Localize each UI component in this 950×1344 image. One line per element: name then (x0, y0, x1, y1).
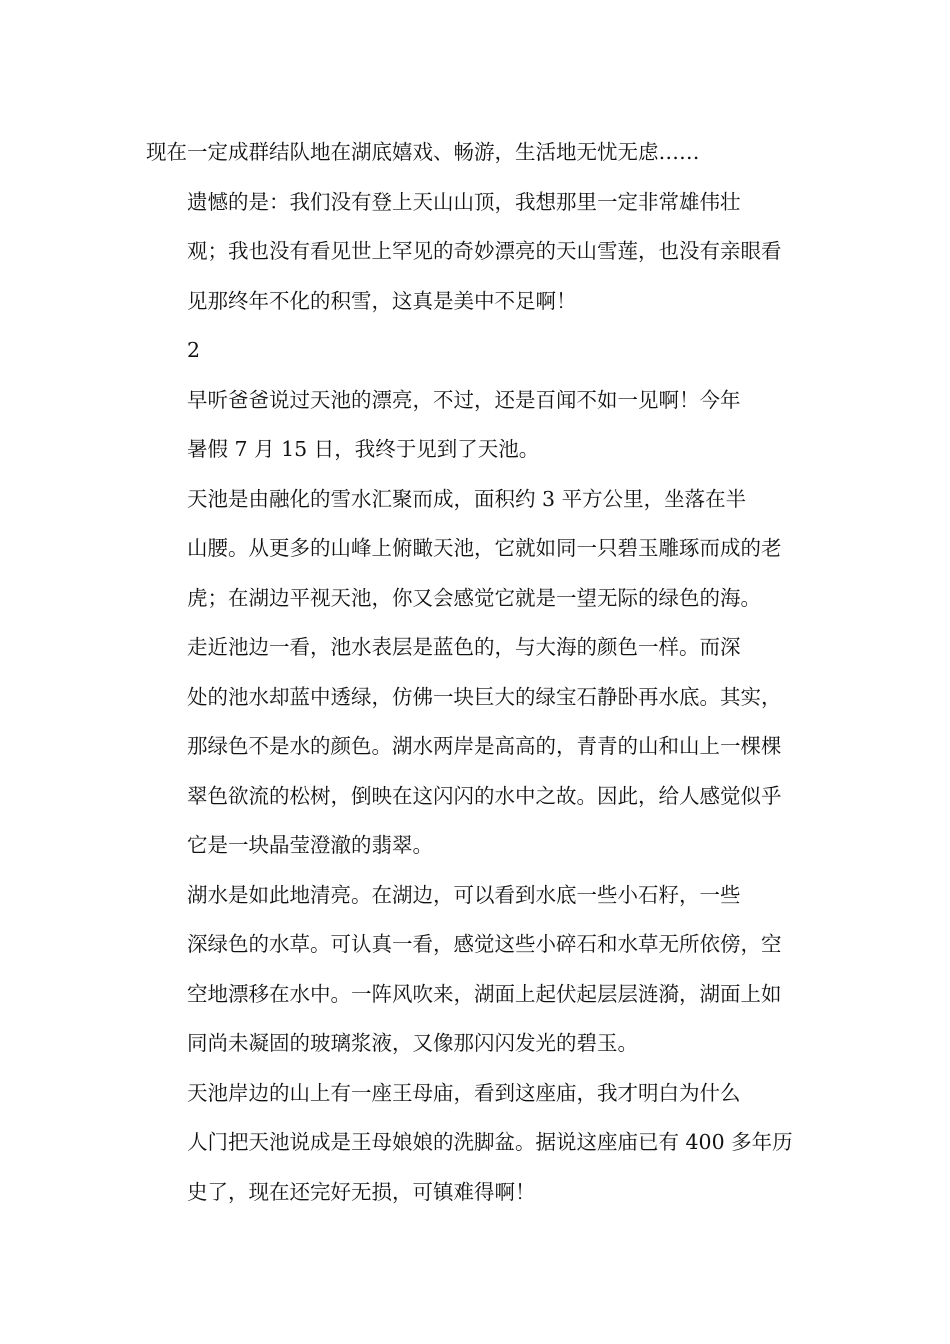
paragraph-5 (146, 475, 810, 624)
text-line: 现在一定成群结队地在湖底嬉戏、畅游，生活地无忧无虑…… (146, 140, 700, 164)
text-line: 遗憾的是：我们没有登上天山山顶，我想那里一定非常雄伟壮 (187, 189, 741, 214)
paragraph-6 (146, 623, 810, 871)
text-line: 见那终年不化的积雪，这真是美中不足啊！ (187, 288, 577, 313)
text-line: 早听爸爸说过天池的漂亮，不过，还是百闻不如一见啊！今年 (187, 387, 741, 412)
document-page (146, 128, 810, 1217)
text-line: 走近池边一看，池水表层是蓝色的，与大海的颜色一样。而深 (187, 635, 741, 659)
text-line: 史了，现在还完好无损，可镇难得啊！ (187, 1179, 536, 1204)
text-line: 山腰。从更多的山峰上俯瞰天池，它就如同一只碧玉雕琢而成的老 (187, 536, 782, 560)
text-line: 同尚未凝固的玻璃浆液，又像那闪闪发光的碧玉。 (187, 1031, 638, 1055)
section-number (146, 326, 810, 376)
text-line: 人门把天池说成是王母娘娘的洗脚盆。据说这座庙已有 400 多年历 (187, 1130, 793, 1154)
paragraph-1 (146, 128, 810, 178)
text-line: 观；我也没有看见世上罕见的奇妙漂亮的天山雪莲，也没有亲眼看 (187, 239, 782, 263)
paragraph-4 (146, 376, 810, 475)
text-line: 翠色欲流的松树，倒映在这闪闪的水中之故。因此，给人感觉似乎 (187, 783, 782, 808)
paragraph-7 (146, 871, 810, 1069)
text-line: 暑假 7 月 15 日，我终于见到了天池。 (187, 437, 540, 461)
text-line: 湖水是如此地清亮。在湖边，可以看到水底一些小石籽，一些 (187, 882, 741, 907)
text-line: 那绿色不是水的颜色。湖水两岸是高高的，青青的山和山上一棵棵 (187, 734, 782, 758)
paragraph-8 (146, 1069, 810, 1218)
text-line: 处的池水却蓝中透绿，仿佛一块巨大的绿宝石静卧再水底。其实， (187, 684, 782, 709)
paragraph-2 (146, 178, 810, 327)
text-line: 2 (187, 338, 201, 362)
text-line: 虎；在湖边平视天池，你又会感觉它就是一望无际的绿色的海。 (187, 585, 761, 610)
text-line: 天池岸边的山上有一座王母庙，看到这座庙，我才明白为什么 (187, 1080, 741, 1105)
text-line: 它是一块晶莹澄澈的翡翠。 (187, 833, 433, 857)
text-line: 深绿色的水草。可认真一看，感觉这些小碎石和水草无所依傍，空 (187, 932, 782, 956)
text-line: 空地漂移在水中。一阵风吹来，湖面上起伏起层层涟漪，湖面上如 (187, 981, 782, 1006)
text-line: 天池是由融化的雪水汇聚而成，面积约 3 平方公里，坐落在半 (187, 486, 747, 511)
